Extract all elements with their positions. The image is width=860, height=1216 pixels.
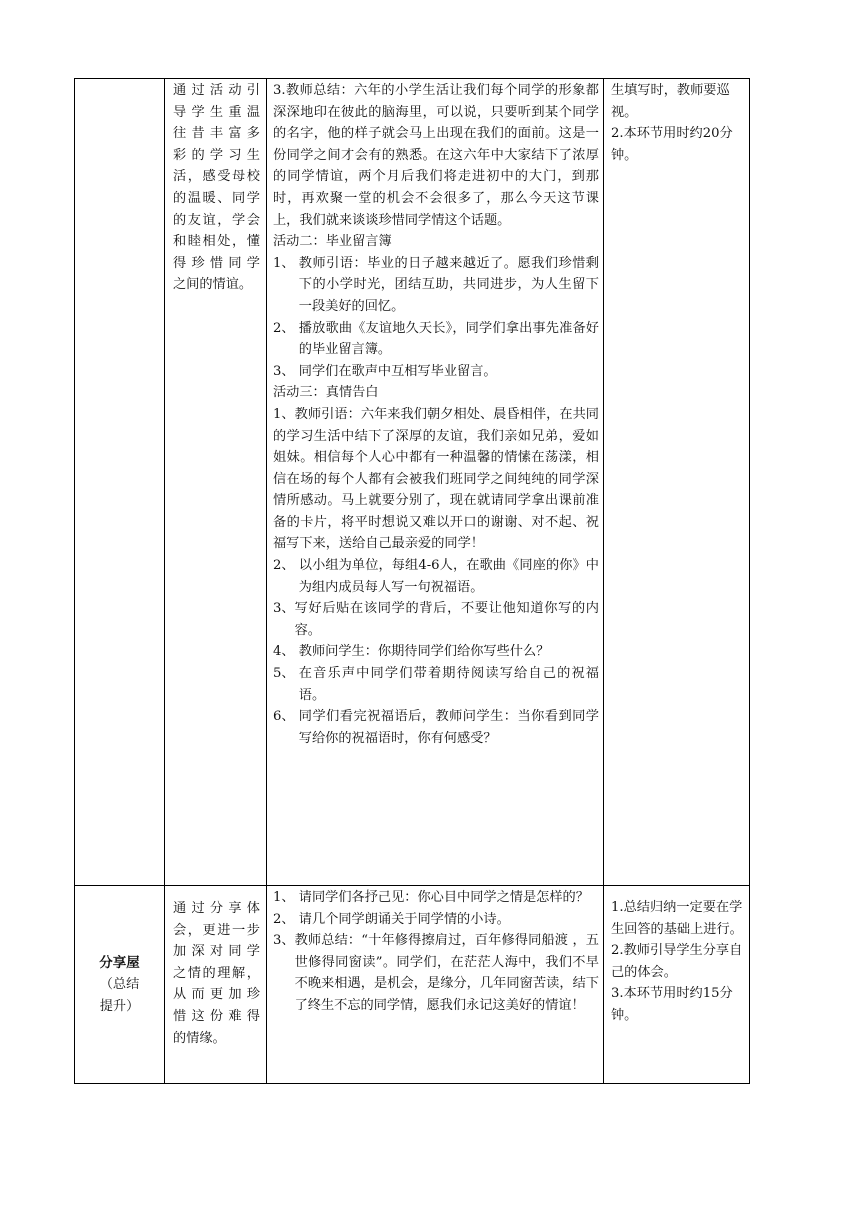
goal-cell (165, 79, 267, 886)
list-item-number: 2、 (273, 320, 299, 336)
goal-line: 之间的情谊。 (173, 277, 253, 293)
list-item (273, 887, 599, 909)
process-cell (267, 886, 604, 1084)
list-item-text: 同学们在歌声中互相写毕业留言。 (298, 363, 497, 379)
list-item-number: 5、 (273, 666, 299, 682)
activity-title: 活动二：毕业留言簿 (273, 234, 392, 250)
goal-line: 导学生重温 (173, 104, 260, 120)
list-item (273, 909, 599, 931)
list-item-number: 2、 (273, 558, 299, 574)
list-item-text: 在音乐声中同学们带着期待阅读写给自己的祝福语。 (298, 666, 599, 703)
list-item-text: 同学们看完祝福语后，教师问学生：当你看到同学写给你的祝福语时，你有何感受？ (298, 709, 599, 746)
list-item-text: 写好后贴在该同学的背后，不要让他知道你写的内容。 (294, 601, 599, 638)
list-item-text: 请同学们各抒己见：你心目中同学之情是怎样的？ (298, 890, 589, 905)
goal-line: 之情的理解， (173, 965, 260, 981)
list-item-number: 3、 (273, 601, 295, 617)
goal-line: 通过分享体 (173, 901, 260, 916)
table-row (75, 79, 750, 886)
goal-line: 从而更加珍 (173, 987, 260, 1003)
list-item-text: 请几个同学朗诵关于同学情的小诗。 (298, 911, 510, 927)
list-item (273, 706, 599, 749)
list-item-number: 6、 (273, 709, 299, 725)
list-item (273, 253, 599, 318)
list-item (273, 930, 599, 1016)
stage-cell (75, 79, 165, 886)
goal-line: 活，感受母校 (173, 169, 260, 185)
activity-title: 活动三：真情告白 (273, 385, 379, 401)
goal-line: 加深对同学 (173, 944, 260, 960)
goal-line: 惜这份难得 (173, 1008, 260, 1024)
list-item (273, 318, 599, 361)
list-item (273, 555, 599, 598)
list-item (273, 361, 599, 383)
notes-cell (604, 886, 750, 1084)
note-line: 生填写时，教师要巡视。 (611, 83, 730, 120)
list-item-text: 教师问学生：你期待同学们给你写些什么？ (298, 644, 550, 660)
list-item-number: 3、 (273, 933, 295, 949)
note-line: 3.本环节用时约15分钟。 (611, 986, 733, 1023)
goal-cell (165, 886, 267, 1084)
list-item-number: 1、 (273, 890, 299, 905)
activity-intro: 1、教师引语：六年来我们朝夕相处、晨昏相伴，在共同的学习生活中结下了深厚的友谊，我们亲如兄弟，爱如姐妹。相信每个人心中都有一种温馨的情愫在荡漾，相信在场的每个人都有会被我们班同学之间纯纯的同学深情所感动。马上就要分别了，现在就请同学拿出课前准备的卡片，将平时想说又难以开口的谢谢、对不起、祝福写下来，送给自己最亲爱的同学！ (273, 406, 599, 552)
notes-cell (604, 79, 750, 886)
list-item (273, 663, 599, 706)
stage-cell (75, 886, 165, 1084)
teacher-summary: 3.教师总结：六年的小学生活让我们每个同学的形象都深深地印在彼此的脑海里，可以说，只要听到某个同学的名字，他的样子就会马上出现在我们的面前。这是一份同学之间才会有的熟悉。在这六年中大家结下了浓厚的同学情谊，两个月后我们将走进初中的大门，到那时，再欢聚一堂的机会不会很多了，那么今天这节课上，我们就来谈谈珍惜同学情这个话题。 (273, 83, 599, 228)
table-row (75, 886, 750, 1084)
list-item-number: 2、 (273, 911, 299, 927)
goal-line: 和睦相处，懂 (173, 234, 260, 250)
list-item (273, 641, 599, 663)
goal-line: 通过活动引 (173, 83, 260, 98)
process-cell (267, 79, 604, 886)
note-line: 1.总结归纳一定要在学生回答的基础上进行。 (611, 900, 743, 937)
list-item (273, 598, 599, 641)
stage-subtitle: （总结提升） (99, 976, 140, 1014)
lesson-plan-table (74, 78, 750, 1084)
goal-line: 的情缘。 (173, 1030, 226, 1046)
goal-line: 得珍惜同学 (173, 255, 260, 271)
list-item-number: 3、 (273, 363, 299, 379)
note-line: 2.本环节用时约20分钟。 (611, 126, 733, 163)
goal-line: 往昔丰富多 (173, 126, 260, 142)
list-item-number: 1、 (273, 255, 299, 271)
goal-line: 会，更进一步 (173, 922, 260, 938)
goal-line: 的温暖、同学 (173, 190, 260, 206)
list-item-number: 4、 (273, 644, 299, 660)
goal-line: 彩的学习生 (173, 147, 260, 163)
note-line: 2.教师引导学生分享自己的体会。 (611, 943, 743, 980)
goal-line: 的友谊，学会 (173, 212, 260, 228)
list-item-text: 以小组为单位，每组4-6人，在歌曲《同座的你》中为组内成员每人写一句祝福语。 (298, 558, 599, 595)
list-item-text: 教师总结：“十年修得擦肩过，百年修得同船渡 ，五世修得同窗读”。同学们，在茫茫人海中，我们不早不晚来相遇，是机会，是缘分，几年同窗苦读，结下了终生不忘的同学情，愿我们永记这美好的情谊！ (294, 933, 599, 1013)
list-item-text: 播放歌曲《友谊地久天长》，同学们拿出事先准备好的毕业留言簿。 (298, 320, 599, 358)
list-item-text: 教师引语：毕业的日子越来越近了。愿我们珍惜剩下的小学时光，团结互助，共同进步，为人生留下一段美好的回忆。 (298, 255, 599, 314)
stage-title: 分享屋 (99, 954, 140, 971)
